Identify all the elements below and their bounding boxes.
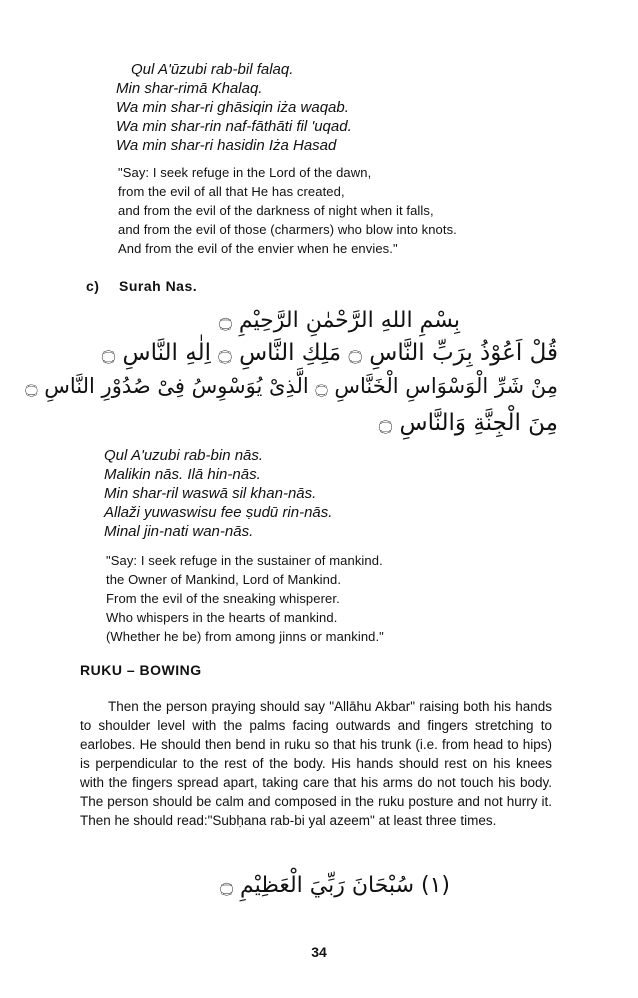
falaq-translit-line: Min shar-rimā Khalaq. — [116, 80, 263, 97]
falaq-translation — [118, 163, 558, 258]
nas-arabic-line: مِنْ شَرِّ الْوَسْوَاسِ الْخَنَّاسِ ۝ الَّذِىْ يُوَسْوِسُ فِىْ صُدُوْرِ النَّاسِ ۝ — [25, 374, 558, 398]
falaq-translit-line: Qul A'ūzubi rab-bil falaq. — [131, 61, 294, 78]
nas-translit-line: Min shar-ril waswā sil khan-nās. — [104, 485, 317, 502]
falaq-translation-line: and from the evil of the darkness of night when it falls, — [118, 203, 434, 218]
falaq-translit-line: Wa min shar-rin naf-fāthāti fil 'uqad. — [116, 118, 352, 135]
falaq-translation-line: and from the evil of those (charmers) who blow into knots. — [118, 222, 457, 237]
falaq-translation-line: And from the evil of the envier when he envies." — [118, 241, 398, 256]
ruku-heading: RUKU – BOWING — [80, 662, 202, 678]
nas-transliteration — [0, 446, 638, 541]
falaq-transliteration — [0, 60, 638, 155]
falaq-translation-line: from the evil of all that He has created, — [118, 184, 345, 199]
nas-heading-title: Surah Nas. — [119, 278, 198, 294]
ruku-arabic: (۱) سُبْحَانَ رَبِّيَ الْعَظِيْمِ ۝ — [220, 873, 450, 898]
nas-arabic-line: قُلْ اَعُوْذُ بِرَبِّ النَّاسِ ۝ مَلِكِ النَّاسِ ۝ اِلٰهِ النَّاسِ ۝ — [101, 340, 558, 366]
nas-translation — [106, 551, 546, 646]
nas-translation-line: From the evil of the sneaking whisperer. — [106, 591, 340, 606]
nas-translit-line: Malikin nās. Ilā hin-nās. — [104, 466, 261, 483]
nas-translation-line: "Say: I seek refuge in the sustainer of mankind. — [106, 553, 383, 568]
nas-arabic-line: مِنَ الْجِنَّةِ وَالنَّاسِ ۝ — [378, 410, 558, 436]
nas-translit-line: Qul A'uzubi rab-bin nās. — [104, 447, 264, 464]
falaq-translit-line: Wa min shar-ri ghāsiqin iża waqab. — [116, 99, 349, 116]
nas-translit-line: Minal jin-nati wan-nās. — [104, 523, 254, 540]
nas-translit-line: Allaži yuwaswisu fee ṣudū rin-nās. — [104, 504, 333, 521]
page-number: 34 — [311, 944, 327, 960]
nas-heading-marker: c) — [86, 278, 100, 294]
falaq-translation-line: "Say: I seek refuge in the Lord of the dawn, — [118, 165, 372, 180]
nas-translation-line: Who whispers in the hearts of mankind. — [106, 610, 338, 625]
nas-translation-line: (Whether he be) from among jinns or mankind." — [106, 629, 384, 644]
nas-arabic-bismillah: بِسْمِ اللهِ الرَّحْمٰنِ الرَّحِيْمِ ۝ — [218, 308, 460, 333]
falaq-translit-line: Wa min shar-ri hasidin Iża Hasad — [116, 137, 337, 154]
ruku-paragraph: Then the person praying should say "Allāhu Akbar" raising both his hands to shoulder level with the palms facing outwards and fingers stretching to earlobes. He should then bend in ruku so that his trunk (i.e. from head to hips) is perpendicular to the rest of the body. His hands should rest on his knees with the fingers spread apart, taking care that his arms do not touch his body. The person should be calm and composed in the ruku posture and not hurry it. Then he should read:"Subḥana rab-bi yal azeem" at least three times. — [80, 699, 552, 828]
nas-translation-line: the Owner of Mankind, Lord of Mankind. — [106, 572, 342, 587]
